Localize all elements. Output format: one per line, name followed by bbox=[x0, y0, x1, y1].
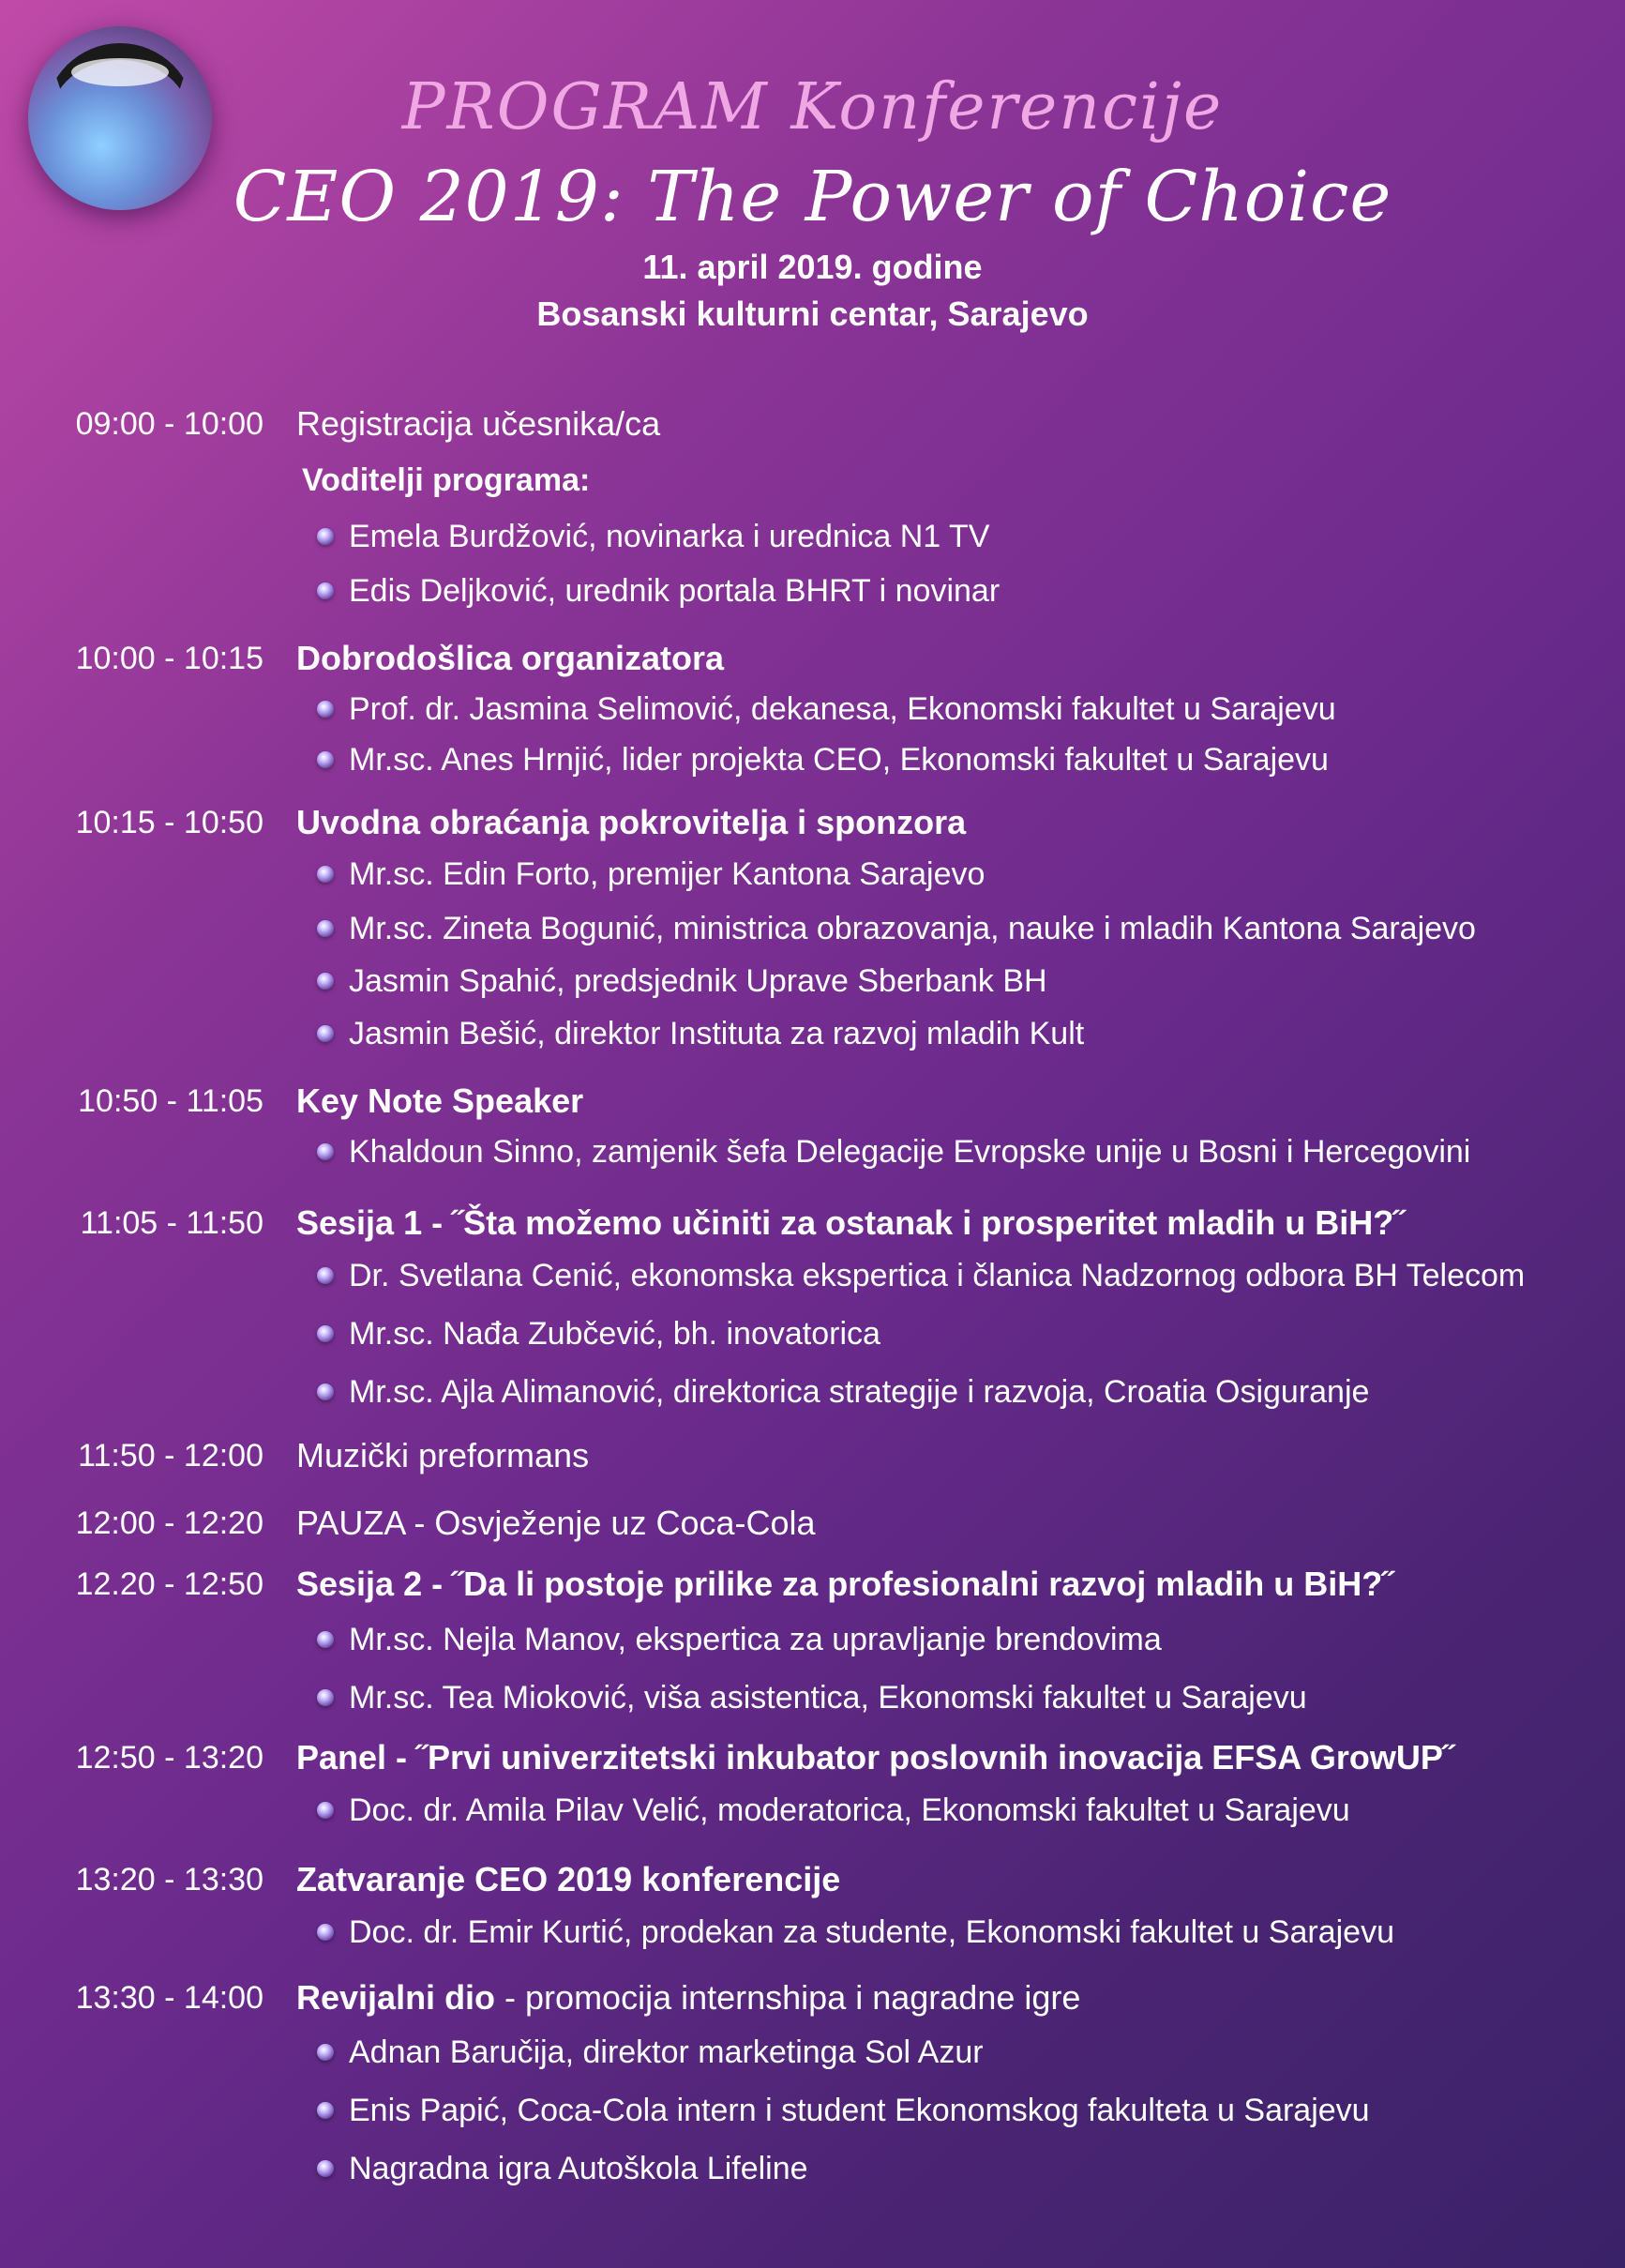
conference-venue: Bosanski kulturni centar, Sarajevo bbox=[536, 295, 1089, 333]
bullet-orb-icon bbox=[317, 2044, 334, 2061]
speaker-text: Doc. dr. Emir Kurtić, prodekan za studente, Ekonomski fakultet u Sarajevu bbox=[349, 1914, 1394, 1950]
slot-title bbox=[296, 401, 660, 446]
slot-title-text: Dobrodošlica organizatora bbox=[296, 639, 725, 677]
schedule-slot bbox=[0, 1079, 1625, 1126]
speaker-text: Jasmin Spahić, predsjednik Uprave Sberbank BH bbox=[349, 963, 1047, 999]
speaker-text: Mr.sc. Anes Hrnjić, lider projekta CEO, Ekonomski fakultet u Sarajevu bbox=[349, 742, 1329, 778]
bullet-orb-icon bbox=[317, 1631, 334, 1648]
slot-title-text: Muzički preformans bbox=[296, 1436, 590, 1474]
speaker-text: Khaldoun Sinno, zamjenik šefa Delegacije Evropske unije u Bosni i Hercegovini bbox=[349, 1134, 1471, 1170]
slot-title-text: Uvodna obraćanja pokrovitelja i sponzora bbox=[296, 803, 967, 841]
slot-title-text: Key Note Speaker bbox=[296, 1081, 584, 1120]
speaker-text: Edis Deljković, urednik portala BHRT i novinar bbox=[349, 573, 1001, 609]
speaker-text: Emela Burdžović, novinarka i urednica N1 TV bbox=[349, 519, 990, 554]
bullet-orb-icon bbox=[317, 1325, 334, 1342]
schedule-slot bbox=[0, 800, 1625, 847]
bullet-orb-icon bbox=[317, 701, 334, 718]
bullet-orb-icon bbox=[317, 1802, 334, 1819]
schedule-slot bbox=[0, 1735, 1625, 1782]
speaker-text: Mr.sc. Ajla Alimanović, direktorica strategije i razvoja, Croatia Osiguranje bbox=[349, 1374, 1370, 1410]
slot-time: 12.20 - 12:50 bbox=[75, 1566, 263, 1602]
bullet-orb-icon bbox=[317, 1924, 334, 1941]
slot-time: 11:05 - 11:50 bbox=[80, 1205, 263, 1241]
slot-title-text: Revijalni dio bbox=[296, 1978, 496, 2017]
bullet-orb-icon bbox=[317, 1689, 334, 1706]
speaker-text: Mr.sc. Zineta Bogunić, ministrica obrazovanja, nauke i mladih Kantona Sarajevo bbox=[349, 911, 1476, 946]
slot-title-suffix: - promocija internshipa i nagradne igre bbox=[495, 1978, 1081, 2017]
bullet-orb-icon bbox=[317, 1025, 334, 1042]
bullet-orb-icon bbox=[317, 2160, 334, 2177]
schedule-slot bbox=[0, 401, 1625, 448]
conference-title: CEO 2019: The Power of Choice bbox=[233, 157, 1392, 237]
bullet-orb-icon bbox=[317, 528, 334, 545]
slot-title bbox=[296, 1857, 840, 1902]
slot-title bbox=[296, 1975, 1080, 2020]
schedule-slot bbox=[0, 1501, 1625, 1548]
bullet-orb-icon bbox=[317, 751, 334, 768]
slot-title-text: PAUZA - Osvježenje uz Coca-Cola bbox=[296, 1504, 816, 1542]
schedule-slot bbox=[0, 1975, 1625, 2022]
speaker-text: Jasmin Bešić, direktor Instituta za razvoj mladih Kult bbox=[349, 1016, 1085, 1051]
slot-title bbox=[296, 1562, 1393, 1607]
bullet-orb-icon bbox=[317, 920, 334, 937]
slot-time: 10:00 - 10:15 bbox=[75, 641, 263, 676]
slot-title bbox=[296, 800, 966, 845]
schedule-slot bbox=[0, 1562, 1625, 1609]
slot-title-text: Panel - ˝Prvi univerzitetski inkubator poslovnih inovacija EFSA GrowUP˝ bbox=[296, 1738, 1454, 1777]
slot-title bbox=[296, 1433, 589, 1478]
slot-title-text: Sesija 1 - ˝Šta možemo učiniti za ostanak i prosperitet mladih u BiH?˝ bbox=[296, 1203, 1406, 1242]
schedule-slot bbox=[0, 1433, 1625, 1480]
bullet-orb-icon bbox=[317, 582, 334, 599]
slot-time: 12:50 - 13:20 bbox=[75, 1740, 263, 1776]
schedule-slot bbox=[0, 1857, 1625, 1904]
bullet-orb-icon bbox=[317, 1143, 334, 1160]
bullet-orb-icon bbox=[317, 866, 334, 883]
speaker-text: Adnan Baručija, direktor marketinga Sol Azur bbox=[349, 2034, 984, 2070]
bullet-orb-icon bbox=[317, 973, 334, 990]
schedule-slot bbox=[0, 636, 1625, 683]
speaker-text: Enis Papić, Coca-Cola intern i student Ekonomskog fakulteta u Sarajevu bbox=[349, 2093, 1370, 2128]
slot-title-text: Sesija 2 - ˝Da li postoje prilike za profesionalni razvoj mladih u BiH?˝ bbox=[296, 1565, 1394, 1603]
speaker-text: Prof. dr. Jasmina Selimović, dekanesa, Ekonomski fakultet u Sarajevu bbox=[349, 691, 1336, 727]
schedule-slot bbox=[0, 1201, 1625, 1247]
slot-time: 09:00 - 10:00 bbox=[75, 406, 263, 442]
speaker-text: Doc. dr. Amila Pilav Velić, moderatorica, Ekonomski fakultet u Sarajevu bbox=[349, 1792, 1350, 1828]
speaker-text: Mr.sc. Nejla Manov, ekspertica za upravljanje brendovima bbox=[349, 1622, 1162, 1657]
slot-title-text: Zatvaranje CEO 2019 konferencije bbox=[296, 1860, 841, 1898]
bullet-orb-icon bbox=[317, 1267, 334, 1284]
speaker-text: Nagradna igra Autoškola Lifeline bbox=[349, 2151, 808, 2186]
conference-date: 11. april 2019. godine bbox=[642, 248, 983, 286]
slot-time: 12:00 - 12:20 bbox=[75, 1505, 263, 1541]
speaker-text: Mr.sc. Edin Forto, premijer Kantona Sarajevo bbox=[349, 856, 986, 892]
header bbox=[0, 66, 1625, 338]
slot-title bbox=[296, 1201, 1405, 1246]
speaker-text: Mr.sc. Nađa Zubčević, bh. inovatorica bbox=[349, 1316, 880, 1352]
program-title: PROGRAM Konferencije bbox=[401, 70, 1224, 144]
speaker-text: Dr. Svetlana Cenić, ekonomska ekspertica i članica Nadzornog odbora BH Telecom bbox=[349, 1258, 1526, 1293]
slot-title-text: Registracija učesnika/ca bbox=[296, 404, 661, 443]
speaker-text: Mr.sc. Tea Mioković, viša asistentica, Ekonomski fakultet u Sarajevu bbox=[349, 1680, 1307, 1716]
slot-time: 13:20 - 13:30 bbox=[75, 1862, 263, 1898]
bullet-orb-icon bbox=[317, 2102, 334, 2119]
slot-title bbox=[296, 1079, 583, 1124]
slot-title bbox=[296, 1501, 816, 1546]
slot-time: 10:15 - 10:50 bbox=[75, 805, 263, 840]
slot-subheading: Voditelji programa: bbox=[302, 462, 591, 498]
slot-time: 11:50 - 12:00 bbox=[78, 1438, 263, 1474]
slot-time: 10:50 - 11:05 bbox=[78, 1083, 263, 1119]
slot-title bbox=[296, 636, 724, 681]
slot-title bbox=[296, 1735, 1454, 1780]
bullet-orb-icon bbox=[317, 1383, 334, 1400]
slot-time: 13:30 - 14:00 bbox=[75, 1980, 263, 2016]
